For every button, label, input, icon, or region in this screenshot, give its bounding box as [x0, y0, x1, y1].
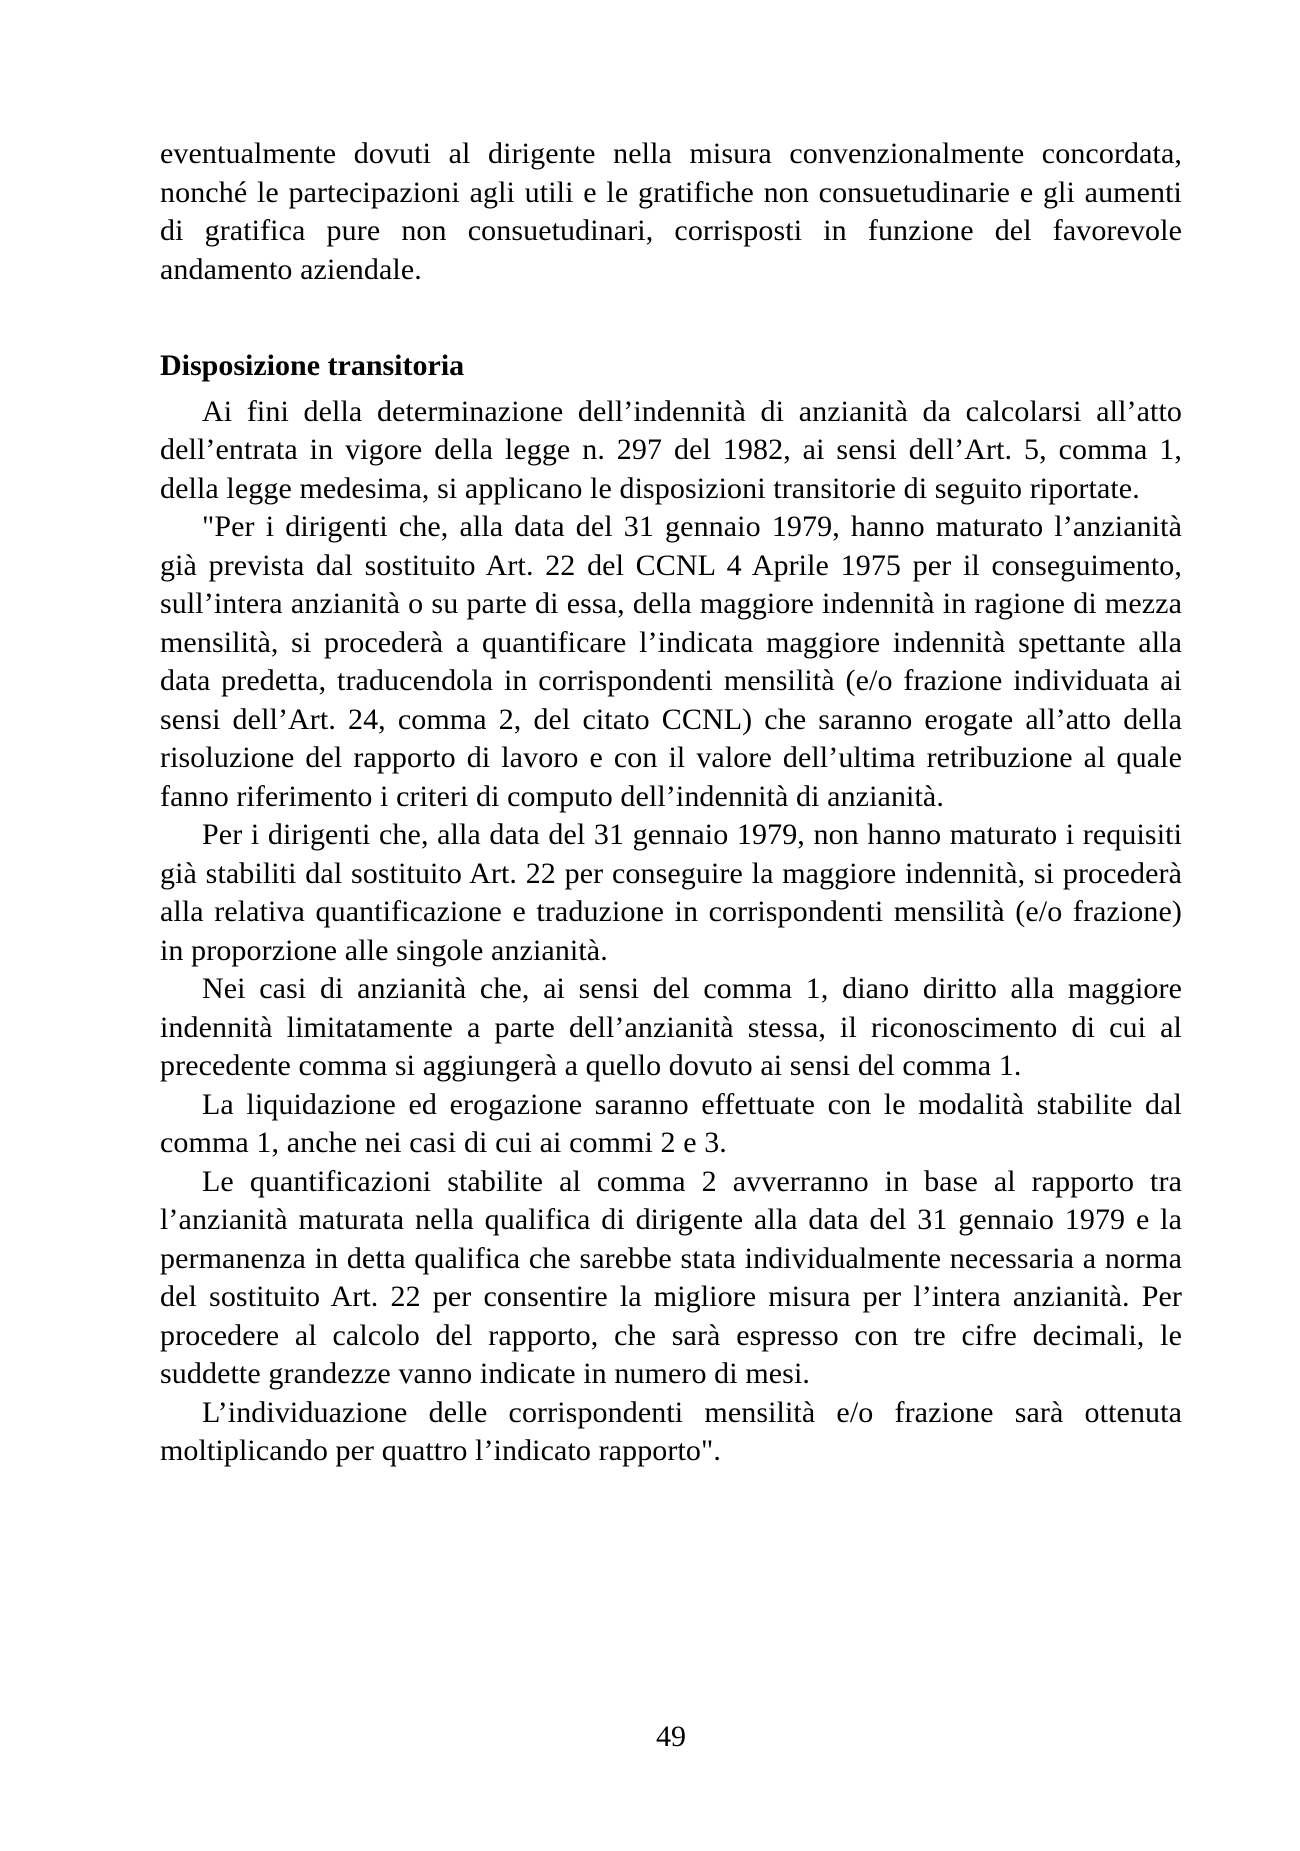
paragraph-comma-4: La liquidazione ed erogazione saranno effettuate con le modalità stabilite dal comma 1, anche nei casi di cui ai commi 2 e 3.	[160, 1087, 1182, 1159]
paragraph-comma-5: Le quantificazioni stabilite al comma 2 avverranno in base al rapporto tra l’anzianità maturata nella qualifica di dirigente alla data del 31 gennaio 1979 e la permanenza in detta qualifica che sarebbe stata individualmente necessaria a norma del sostituito Art. 22 per consentire la migliore misura per l’intera anzianità. Per procedere al calcolo del rapporto, che sarà espresso con tre cifre decimali, le suddette grandezze vanno indicate in numero di mesi.	[160, 1164, 1182, 1390]
paragraph-comma-1: "Per i dirigenti che, alla data del 31 gennaio 1979, hanno maturato l’anzianità già prevista dal sostituito Art. 22 del CCNL 4 Aprile 1975 per il conseguimento, sull’intera anzianità o su parte di essa, della maggiore indennità in ragione di mezza mensilità, si procederà a quantificare l’indicata maggiore indennità spettante alla data predetta, traducendola in corrispondenti mensilità (e/o frazione individuata ai sensi dell’Art. 24, comma 2, del citato CCNL) che saranno erogate all’atto della risoluzione del rapporto di lavoro e con il valore dell’ultima retribuzione al quale fanno riferimento i criteri di computo dell’indennità di anzianità.	[160, 510, 1182, 813]
paragraph-comma-3: Nei casi di anzianità che, ai sensi del comma 1, diano diritto alla maggiore indennità limitatamente a parte dell’anzianità stessa, il riconoscimento di cui al precedente comma si aggiungerà a quello dovuto ai sensi del comma 1.	[160, 972, 1182, 1082]
paragraph-intro: Ai fini della determinazione dell’indennità di anzianità da calcolarsi all’atto dell’entrata in vigore della legge n. 297 del 1982, ai sensi dell’Art. 5, comma 1, della legge medesima, si applicano le disposizioni transitorie di seguito riportate.	[160, 394, 1182, 505]
paragraph-continuation: eventualmente dovuti al dirigente nella misura convenzionalmente concordata, nonché le partecipazioni agli utili e le gratifiche non consuetudinarie e gli aumenti di gratifica pure non consuetudinari, corrisposti in funzione del favorevole andamento aziendale.	[160, 137, 1182, 286]
paragraph-comma-2: Per i dirigenti che, alla data del 31 gennaio 1979, non hanno maturato i requisiti già stabiliti dal sostituito Art. 22 per conseguire la maggiore indennità, si procederà alla relativa quantificazione e traduzione in corrispondenti mensilità (e/o frazione) in proporzione alle singole anzianità.	[160, 818, 1182, 967]
paragraph-closing: L’individuazione delle corrispondenti mensilità e/o frazione sarà ottenuta moltiplicando per quattro l’indicato rapporto".	[160, 1395, 1182, 1467]
text-block	[160, 135, 1182, 1471]
section-heading: Disposizione transitoria	[160, 349, 465, 382]
page-number: 49	[656, 1720, 686, 1753]
